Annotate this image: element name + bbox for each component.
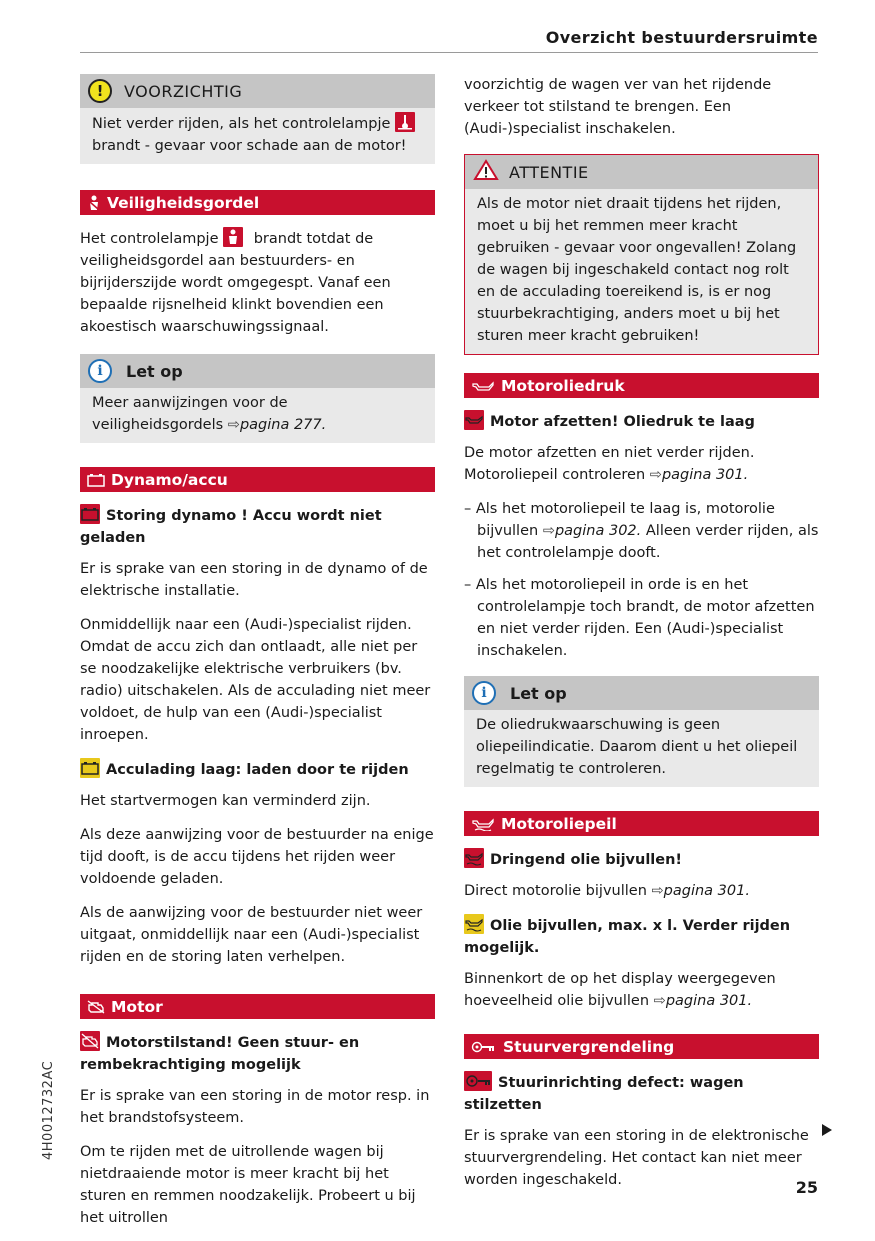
- page-reference[interactable]: [654, 993, 752, 1009]
- running-header: Overzicht bestuurdersruimte: [545, 28, 818, 47]
- continue-arrow-icon: [822, 1124, 832, 1136]
- section-oil-pressure: [464, 373, 819, 398]
- warning-text: Als de motor niet draait tijdens het rijden, moet u bij het remmen meer kracht gebruiken - gevaar voor ongevallen! Zolang de wagen bij ingeschakeld contact nog rolt en de acculading toereikend is, is er nog stuurbekrachtiging, anders moet u bij het sturen meer kracht gebruiken!: [477, 196, 797, 344]
- dynamo-subheading-1: [80, 504, 435, 549]
- section-oil-level-title: Motoroliepeil: [501, 814, 617, 833]
- oil-can-icon: [471, 380, 495, 392]
- dynamo-p3: Het startvermogen kan verminderd zijn.: [80, 793, 371, 809]
- battery-icon: [87, 473, 105, 487]
- motor-p1: Er is sprake van een storing in de motor resp. in het brandstofsysteem.: [80, 1088, 430, 1126]
- motor-sub1-text: Motorstilstand! Geen stuur- en rembekrachtiging mogelijk: [80, 1035, 360, 1073]
- page-number: 25: [795, 1178, 818, 1197]
- seatbelt-icon: [87, 195, 101, 211]
- dynamo-sub1-text: Storing dynamo ! Accu wordt niet geladen: [80, 508, 382, 546]
- oil-level-p1-text: Direct motorolie bijvullen: [464, 883, 647, 899]
- caution-text: [80, 108, 435, 164]
- reference-arrow-icon: ⇨: [542, 523, 555, 539]
- oil-level-p2-text: Binnenkort de op het display weergegeven hoeveelheid olie bijvullen: [464, 971, 776, 1009]
- section-oil-pressure-title: Motoroliedruk: [501, 376, 625, 395]
- oil-level-sub1-text: Dringend olie bijvullen!: [490, 852, 683, 868]
- section-seatbelt-title: Veiligheidsgordel: [107, 193, 260, 212]
- steering-p1: Er is sprake van een storing in de elektronische stuurvergrendeling. Het contact kan niet meer worden ingeschakeld.: [464, 1128, 809, 1188]
- oil-level-p1: [464, 880, 819, 902]
- warning-box: [464, 154, 819, 355]
- oil-level-red-lamp-icon: [464, 848, 484, 868]
- section-oil-level: [464, 811, 819, 836]
- seatbelt-text-a: Het controlelampje: [80, 231, 219, 247]
- dynamo-subheading-2: [80, 758, 435, 781]
- dynamo-p4: Als deze aanwijzing voor de bestuurder na enige tijd dooft, is de accu tijdens het rijden weer voldoende geladen.: [80, 827, 434, 887]
- header-rule: [80, 52, 818, 53]
- caution-title: VOORZICHTIG: [124, 81, 243, 101]
- oil-pressure-item1-b: Alleen verder rijden, als het controlelampje dooft.: [477, 523, 819, 561]
- page-reference[interactable]: [228, 417, 326, 433]
- section-dynamo-title: Dynamo/accu: [111, 470, 228, 489]
- oil-pressure-p1-text: De motor afzetten en niet verder rijden. Motoroliepeil controleren: [464, 445, 755, 483]
- reference-arrow-icon: ⇨: [653, 993, 666, 1009]
- reference-arrow-icon: ⇨: [651, 883, 664, 899]
- oil-level-sub2-text: Olie bijvullen, max. x l. Verder rijden mogelijk.: [464, 918, 791, 956]
- oil-pressure-lamp-icon: [464, 410, 484, 430]
- reference-arrow-icon: ⇨: [649, 467, 662, 483]
- caution-text-a: Niet verder rijden, als het controlelampje: [92, 116, 391, 132]
- seatbelt-paragraph: [80, 227, 435, 338]
- oil-pressure-sub1-text: Motor afzetten! Oliedruk te laag: [490, 414, 755, 430]
- note-header: [80, 354, 435, 388]
- steering-subheading: [464, 1071, 819, 1116]
- oil-level-p2: [464, 968, 819, 1012]
- oil-pressure-p1-ref[interactable]: pagina 301.: [661, 467, 749, 483]
- section-dynamo: [80, 467, 435, 492]
- oil-pressure-item1-a: Als het motoroliepeil te laag is, motorolie bijvullen: [475, 501, 775, 539]
- oil-pressure-list-item: – Als het motoroliepeil te laag is, motorolie bijvullen ⇨pagina 302. Alleen verder rijden, als het controlelampje dooft.: [464, 501, 819, 561]
- section-steering-title: Stuurvergrendeling: [503, 1037, 675, 1056]
- oil-pressure-p1: [464, 442, 819, 486]
- motor-p2: Om te rijden met de uitrollende wagen bij nietdraaiende motor is meer kracht bij het sturen en remmen noodzakelijk. Probeert u bij het uitrollen: [80, 1144, 416, 1226]
- left-column: [80, 74, 435, 1241]
- note-box-oil: [464, 676, 819, 787]
- note-box-seatbelt: [80, 354, 435, 443]
- steering-lock-icon: [471, 1041, 497, 1053]
- oil-level-yellow-lamp-icon: [464, 914, 484, 934]
- dynamo-p1: Er is sprake van een storing in de dynamo of de elektrische installatie.: [80, 561, 428, 599]
- seatbelt-text-b: brandt totdat de veiligheidsgordel aan bestuurders- en bijrijderszijde wordt omgegespt. Vanaf een bepaalde rijsnelheid klinkt bovendien een akoestisch waarschuwingssignaal.: [80, 231, 391, 335]
- page-reference[interactable]: [652, 883, 750, 899]
- warning-header: [465, 155, 818, 189]
- caution-box: [80, 74, 435, 164]
- oil-level-p1-ref[interactable]: pagina 301.: [663, 883, 750, 899]
- page-reference[interactable]: [650, 467, 748, 483]
- oil-level-subheading-2: [464, 914, 819, 959]
- dynamo-sub2-text: Acculading laag: laden door te rijden: [106, 762, 409, 778]
- steering-lamp-icon: [464, 1071, 492, 1091]
- oil-pressure-item2: Als het motoroliepeil in orde is en het controlelampje toch brandt, de motor afzetten en niet verder rijden. Een (Audi-)specialist inschakelen.: [475, 577, 815, 659]
- info-icon: i: [472, 681, 496, 705]
- dynamo-p5: Als de aanwijzing voor de bestuurder niet weer uitgaat, onmiddellijk naar een (Audi-)specialist rijden en de storing laten verhelpen.: [80, 905, 423, 965]
- engine-lamp-icon: [80, 1031, 100, 1051]
- note-text: [80, 388, 435, 443]
- right-column: [464, 74, 819, 1203]
- oil-level-subheading-1: [464, 848, 819, 871]
- oil-level-icon: [471, 817, 495, 831]
- caution-text-b: brandt - gevaar voor schade aan de motor!: [92, 138, 407, 154]
- section-motor: [80, 994, 435, 1019]
- note-text: De oliedrukwaarschuwing is geen oliepeilindicatie. Daarom dient u het oliepeil regelmatig te controleren.: [476, 717, 798, 777]
- battery-lamp-yellow-icon: [80, 758, 100, 778]
- dynamo-p2: Onmiddellijk naar een (Audi-)specialist rijden. Omdat de accu zich dan ontlaadt, alle niet per se noodzakelijke elektrische verbruikers (bv. radio) uitschakelen. Als de acculading niet meer voldoet, de hulp van een (Audi-)specialist inroepen.: [80, 617, 431, 743]
- note1-ref[interactable]: pagina 277.: [239, 417, 327, 433]
- warning-title: ATTENTIE: [509, 162, 589, 182]
- page-reference[interactable]: [543, 523, 641, 539]
- oil-pressure-item1-ref[interactable]: pagina 302.: [554, 523, 642, 539]
- caution-header: [80, 74, 435, 108]
- steering-sub1-text: Stuurinrichting defect: wagen stilzetten: [464, 1075, 744, 1113]
- oil-temperature-lamp-icon: [395, 112, 415, 132]
- oil-pressure-subheading: [464, 410, 819, 433]
- caution-icon: !: [88, 79, 112, 103]
- note-title: Let op: [126, 361, 183, 381]
- seatbelt-lamp-icon: [223, 227, 243, 247]
- section-seatbelt: [80, 190, 435, 215]
- note-title: Let op: [510, 683, 567, 703]
- battery-lamp-red-icon: [80, 504, 100, 524]
- document-code: 4H0012732AC: [41, 1060, 56, 1160]
- note1-text: Meer aanwijzingen voor de veiligheidsgordels: [92, 395, 288, 433]
- oil-level-p2-ref[interactable]: pagina 301.: [665, 993, 753, 1009]
- section-steering: [464, 1034, 819, 1059]
- note-header: [464, 676, 819, 710]
- oil-pressure-list-item: – Als het motoroliepeil in orde is en het controlelampje toch brandt, de motor afzetten en niet verder rijden. Een (Audi-)specialist inschakelen.: [464, 577, 815, 659]
- motor-subheading-1: [80, 1031, 435, 1076]
- info-icon: i: [88, 359, 112, 383]
- section-motor-title: Motor: [111, 997, 163, 1016]
- engine-icon: [87, 1000, 105, 1014]
- warning-triangle-icon: [473, 159, 499, 185]
- reference-arrow-icon: ⇨: [227, 417, 240, 433]
- motor-p3: voorzichtig de wagen ver van het rijdende verkeer tot stilstand te brengen. Een (Audi-)specialist inschakelen.: [464, 77, 772, 137]
